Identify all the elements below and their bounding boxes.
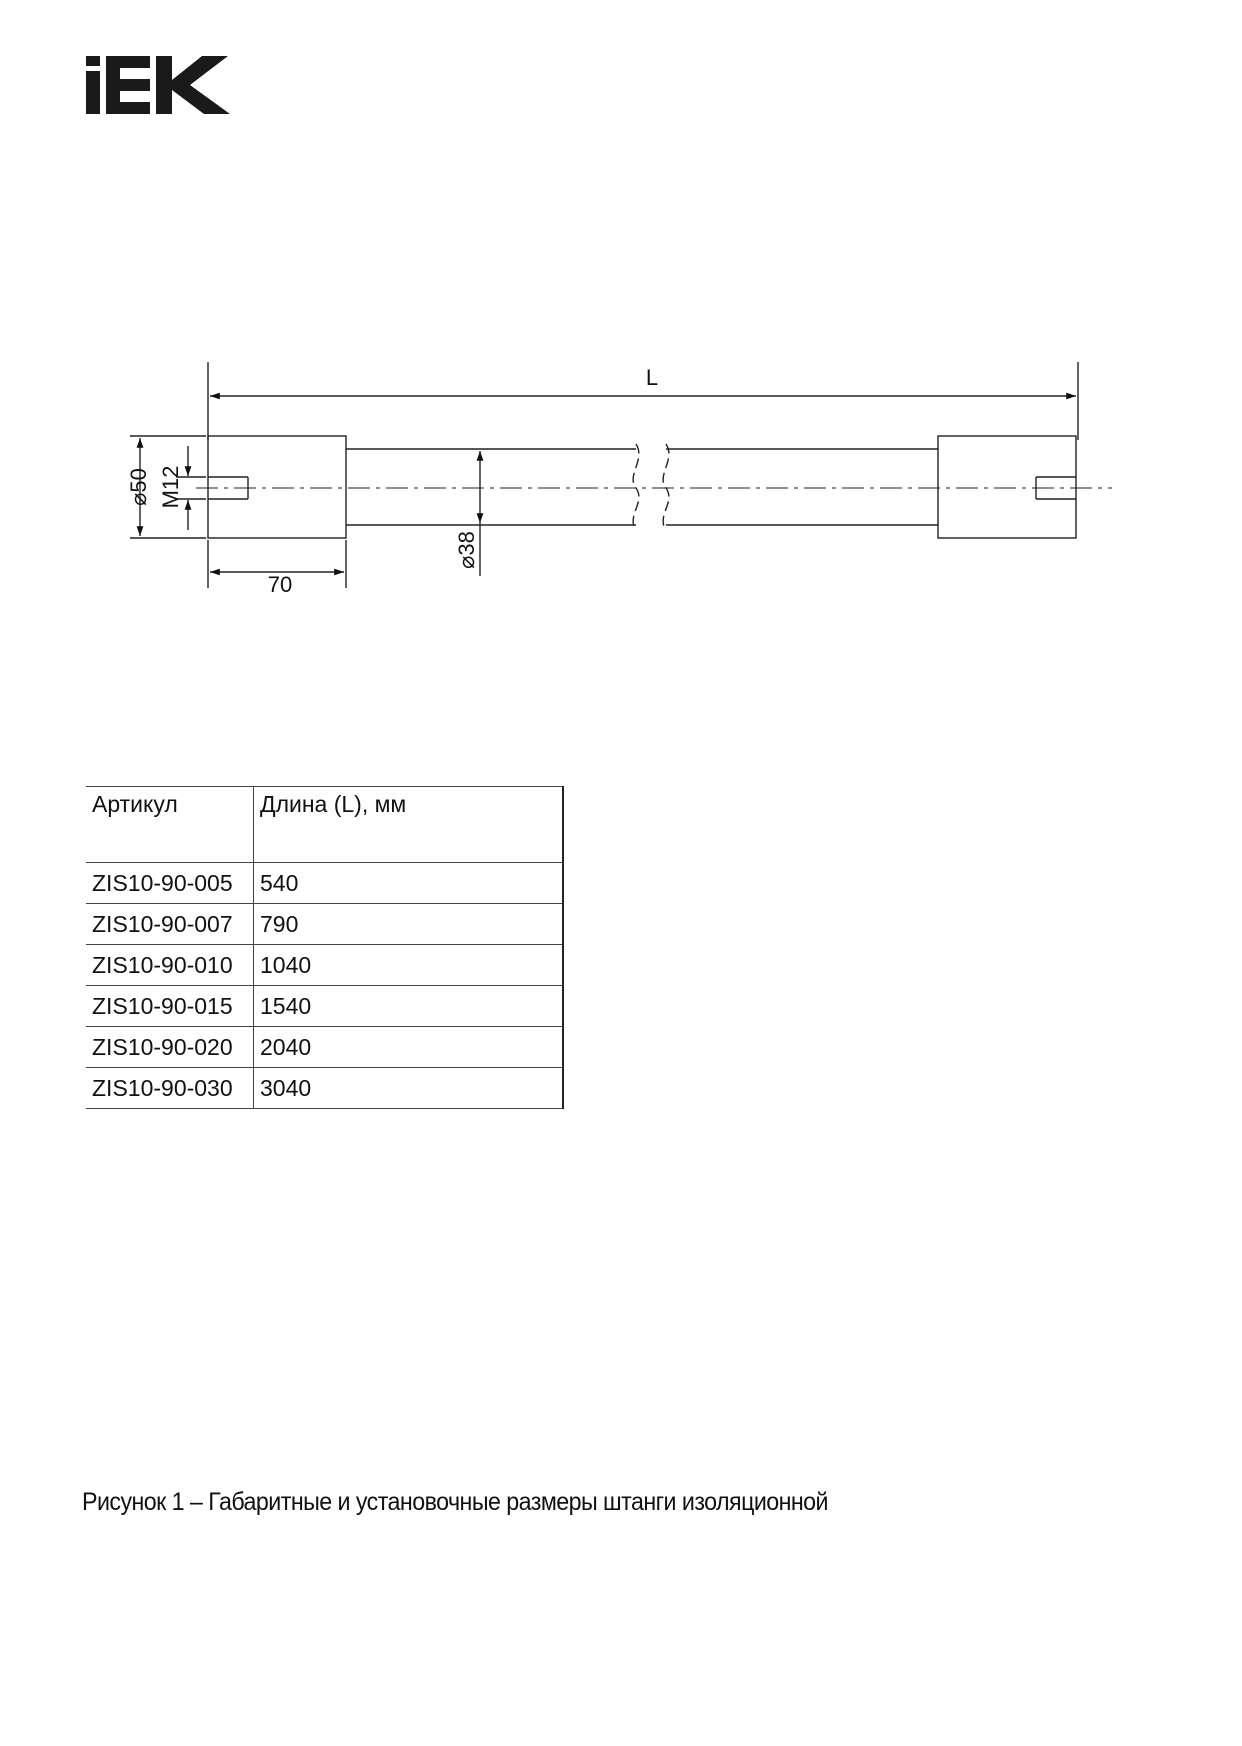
left-end-cap — [208, 436, 346, 538]
table-row — [86, 945, 563, 986]
length-cell: 1540 — [254, 986, 564, 1027]
table-row — [86, 863, 563, 904]
outer-diameter-label: ⌀50 — [126, 468, 151, 506]
table-header-row — [86, 787, 563, 863]
article-cell: ZIS10-90-007 — [86, 904, 254, 945]
header-length: Длина (L), мм — [254, 787, 564, 863]
article-cell: ZIS10-90-015 — [86, 986, 254, 1027]
table-row — [86, 1027, 563, 1068]
table-row — [86, 1068, 563, 1109]
rod-diameter-label: ⌀38 — [454, 531, 479, 569]
article-cell: ZIS10-90-030 — [86, 1068, 254, 1109]
rod-drawing — [0, 340, 1242, 620]
length-cell: 1040 — [254, 945, 564, 986]
table-row — [86, 986, 563, 1027]
iek-logo — [86, 56, 230, 114]
end-length-label: 70 — [267, 572, 293, 597]
table-row — [86, 904, 563, 945]
length-cell: 790 — [254, 904, 564, 945]
length-label: L — [645, 365, 659, 390]
figure-caption: Рисунок 1 – Габаритные и установочные размеры штанги изоляционной — [82, 1488, 828, 1516]
spec-table — [86, 786, 564, 1109]
header-article: Артикул — [86, 787, 254, 863]
length-cell: 2040 — [254, 1027, 564, 1068]
length-cell: 540 — [254, 863, 564, 904]
article-cell: ZIS10-90-005 — [86, 863, 254, 904]
length-cell: 3040 — [254, 1068, 564, 1109]
right-end-cap — [938, 436, 1076, 538]
article-cell: ZIS10-90-010 — [86, 945, 254, 986]
article-cell: ZIS10-90-020 — [86, 1027, 254, 1068]
thread-label: M12 — [158, 465, 183, 509]
